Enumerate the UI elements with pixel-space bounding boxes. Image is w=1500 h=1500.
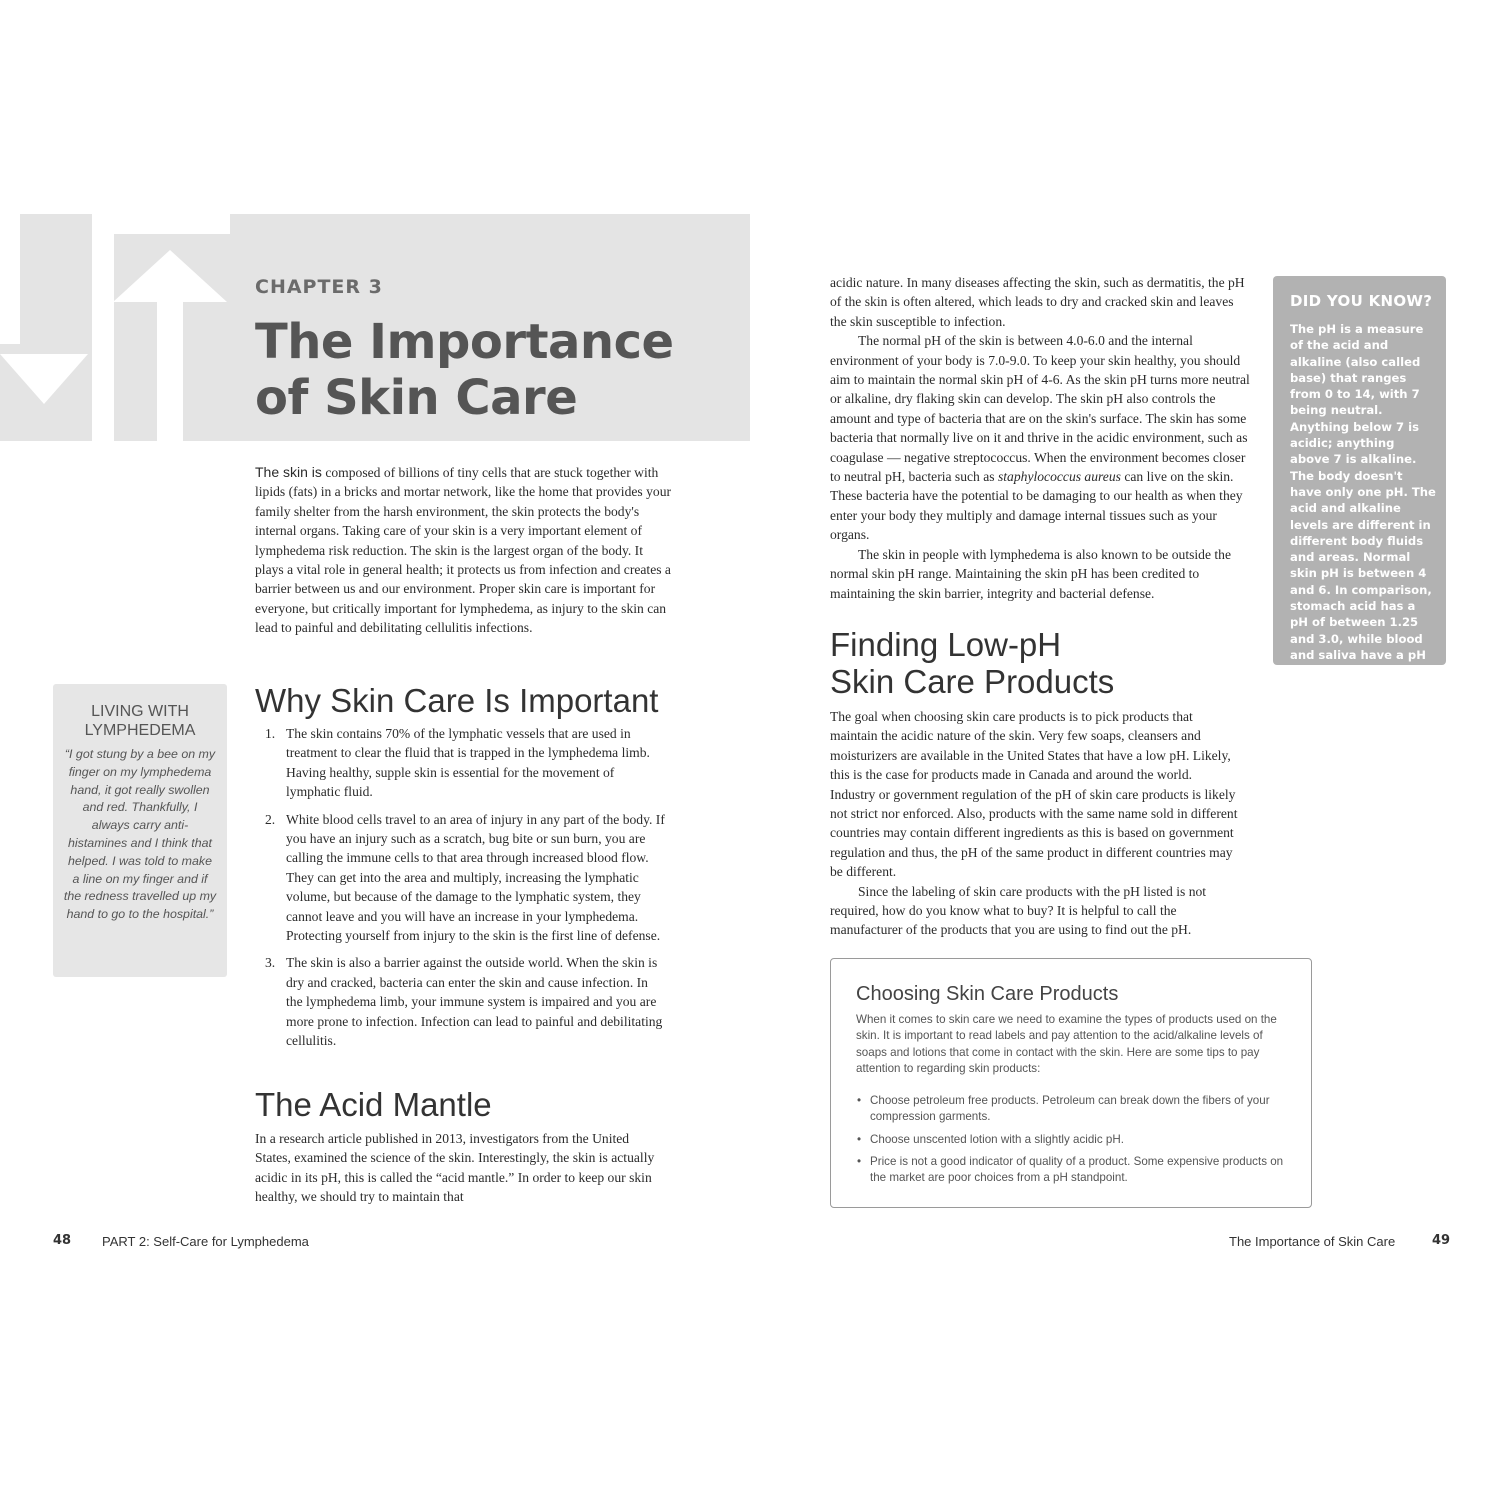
- paragraph-goal: The goal when choosing skin care products is to pick products that maintain the acidic nature of the skin. Very few soaps, cleansers and moisturizers are available in the United States that have a low pH. Likely, this is the case for products made in Canada and around the world. Industry or government regulation of the pH of skin care products is likely not strict nor enforced. Also, products with the same name sold in different countries may contain different ingredients as this is based on government regulation and thus, the pH of the same product in different countries may be different.: [830, 709, 1238, 880]
- list-item-number: 1.: [265, 726, 276, 741]
- list-item: • Price is not a good indicator of quality of a product. Some expensive products on the market are poor choices from a pH standpoint.: [856, 1154, 1287, 1187]
- list-item-text: The skin contains 70% of the lymphatic vessels that are used in treatment to clear the fluid that is trapped in the lymphedema limb. Having healthy, supple skin is essential for the movement of lymphatic fluid.: [286, 726, 650, 800]
- list-item-text: The skin is also a barrier against the outside world. When the skin is dry and cracked, bacteria can enter the skin and cause infection. In the lymphedema limb, your immune system is impaired and you are more prone to infection. Infection can lead to painful and debilitating cellulitis.: [286, 955, 663, 1049]
- paragraph-labeling: Since the labeling of skin care products with the pH listed is not required, how do you know what to buy? It is helpful to call the manufacturer of the products that you are using to find out the pH.: [830, 883, 1207, 938]
- list-item: • Choose petroleum free products. Petroleum can break down the fibers of your compression garments.: [856, 1093, 1287, 1126]
- list-item-text: White blood cells travel to an area of injury in any part of the body. If you have an injury such as a scratch, bug bite or sun burn, you are calling the immune cells to that area through increased blood flow. They can get into the area and multiply, increasing the lymphatic volume, but because of the damage to the lymphatic system, they cannot leave and you will have an increase in your lymphedema. Protecting yourself from injury to the skin is the first line of defense.: [286, 811, 665, 944]
- arrow-stroke-left: [0, 214, 20, 354]
- sidebar-quote: “I got stung by a bee on my finger on my lymphedema hand, it got really swollen and red. Thankfully, I always carry anti-histamines and I think that helped. I was told to make a line on my finger and if the redness travelled up my hand to go to the hospital.”: [63, 747, 217, 922]
- paragraph-normal-ph-part2: can live on the skin. These bacteria have the potential to be damaging to our health as when they enter your body they multiply and damage internal tissues such as your organs.: [830, 469, 1243, 543]
- did-you-know-text: The pH is a measure of the acid and alkaline (also called base) that ranges from 0 to 14, with 7 being neutral. Anything below 7 is acidic; anything above 7 is alkaline. The body doesn't have only one pH. The acid and alkaline levels are different in different body fluids and areas. Normal skin pH is between 4 and 6. In comparison, stomach acid has a pH of between 1.25 and 3.0, while blood and saliva have a pH of 7.4.: [1290, 322, 1436, 679]
- footer-part-title: PART 2: Self-Care for Lymphedema: [102, 1234, 309, 1249]
- intro-paragraph: [255, 463, 673, 638]
- sidebar-heading-line2: LYMPHEDEMA: [84, 722, 196, 739]
- list-item: [255, 724, 667, 802]
- arrow-stroke-top: [114, 214, 230, 234]
- up-arrow-shape: [113, 250, 227, 441]
- choosing-products-list: [856, 1093, 1287, 1186]
- acid-mantle-paragraph: In a research article published in 2013, investigators from the United States, examined the science of the skin. Interestingly, the skin is actually acidic in its pH, this is called the “acid mantle.” In order to keep our skin healthy, we should try to maintain that: [255, 1131, 655, 1205]
- paragraph-lymphedema-ph: The skin in people with lymphedema is also known to be outside the normal skin pH range. Maintaining the skin pH has been credited to maintaining the skin barrier, integrity and bacterial defense.: [830, 546, 1232, 601]
- right-column-text: [830, 273, 1250, 603]
- choosing-products-intro: When it comes to skin care we need to examine the types of products used on the skin. It is important to read labels and pay attention to the acid/alkaline levels of soaps and lotions that come in contact with the skin. Here are some tips to pay attention to regarding skin products:: [856, 1013, 1277, 1075]
- choosing-products-box: [830, 958, 1312, 1208]
- did-you-know-title: DID YOU KNOW?: [1290, 292, 1433, 310]
- arrow-stroke-center: [92, 214, 114, 441]
- page-number-right: 49: [1432, 1233, 1451, 1248]
- list-item: [255, 810, 667, 946]
- page-number-left: 48: [53, 1233, 72, 1248]
- why-skin-care-list: [255, 724, 667, 1059]
- list-item-number: 3.: [265, 955, 276, 971]
- section-heading-finding-low-ph: [830, 626, 1250, 700]
- sidebar-heading-line1: LIVING WITH: [91, 703, 189, 720]
- did-you-know-box: [1273, 276, 1446, 679]
- intro-text: composed of billions of tiny cells that are stuck together with lipids (fats) in a bricks and mortar network, like the home that provides your family shelter from the harsh environment, the skin protects the body's internal organs. Taking care of your skin is a very important element of lymphedema risk reduction. The skin is the largest organ of the body. It plays a vital role in general health; it protects us from infection and creates a barrier between us and our environment. Proper skin care is important for everyone, but critically important for lymphedema, as injury to the skin can lead to painful and debilitating cellulitis infections.: [255, 465, 672, 636]
- paragraph-normal-ph: [830, 331, 1250, 544]
- section-heading-acid-mantle: The Acid Mantle: [255, 1086, 492, 1123]
- list-item-number: 2.: [265, 811, 276, 827]
- footer-chapter-title: The Importance of Skin Care: [1229, 1234, 1396, 1249]
- chapter-title-line2: of Skin Care: [255, 370, 578, 426]
- choosing-products-title: Choosing Skin Care Products: [856, 983, 1119, 1005]
- chapter-title-line1: The Importance: [255, 314, 674, 370]
- arrows-graphic: [0, 214, 250, 441]
- paragraph-normal-ph-part1: The normal pH of the skin is between 4.0-6.0 and the internal environment of your body is 7.0-9.0. To keep your skin healthy, you should aim to maintain the normal skin pH of 4-6. As the skin pH turns more neutral or alkaline, dry flaking skin can develop. The skin pH also controls the amount and type of bacteria that are on the skin's surface. The skin has some bacteria that normally live on it and thrive in the acidic environment, such as coagulase — negative streptococcus. When the environment becomes closer to neutral pH, bacteria such as: [830, 333, 1250, 485]
- sidebar-heading: [53, 702, 227, 740]
- chapter-title: [255, 314, 674, 426]
- list-item: • Choose unscented lotion with a slightly acidic pH.: [856, 1132, 1287, 1148]
- living-with-lymphedema-sidebar: [53, 684, 227, 977]
- low-ph-text: [830, 707, 1240, 940]
- paragraph-acidic-nature: acidic nature. In many diseases affecting the skin, such as dermatitis, the pH of the skin is often altered, which leads to dry and cracked skin and leaves the skin susceptible to infection.: [830, 275, 1245, 329]
- section-heading-line1: Finding Low-pH: [830, 626, 1062, 663]
- list-item: [255, 953, 667, 1050]
- section-heading-why-skin-care: Why Skin Care Is Important: [255, 682, 659, 719]
- intro-lead: The skin is: [255, 464, 322, 480]
- section-heading-line2: Skin Care Products: [830, 663, 1115, 700]
- bacteria-name: staphylococcus aureus: [997, 469, 1121, 485]
- chapter-label: CHAPTER 3: [255, 276, 383, 298]
